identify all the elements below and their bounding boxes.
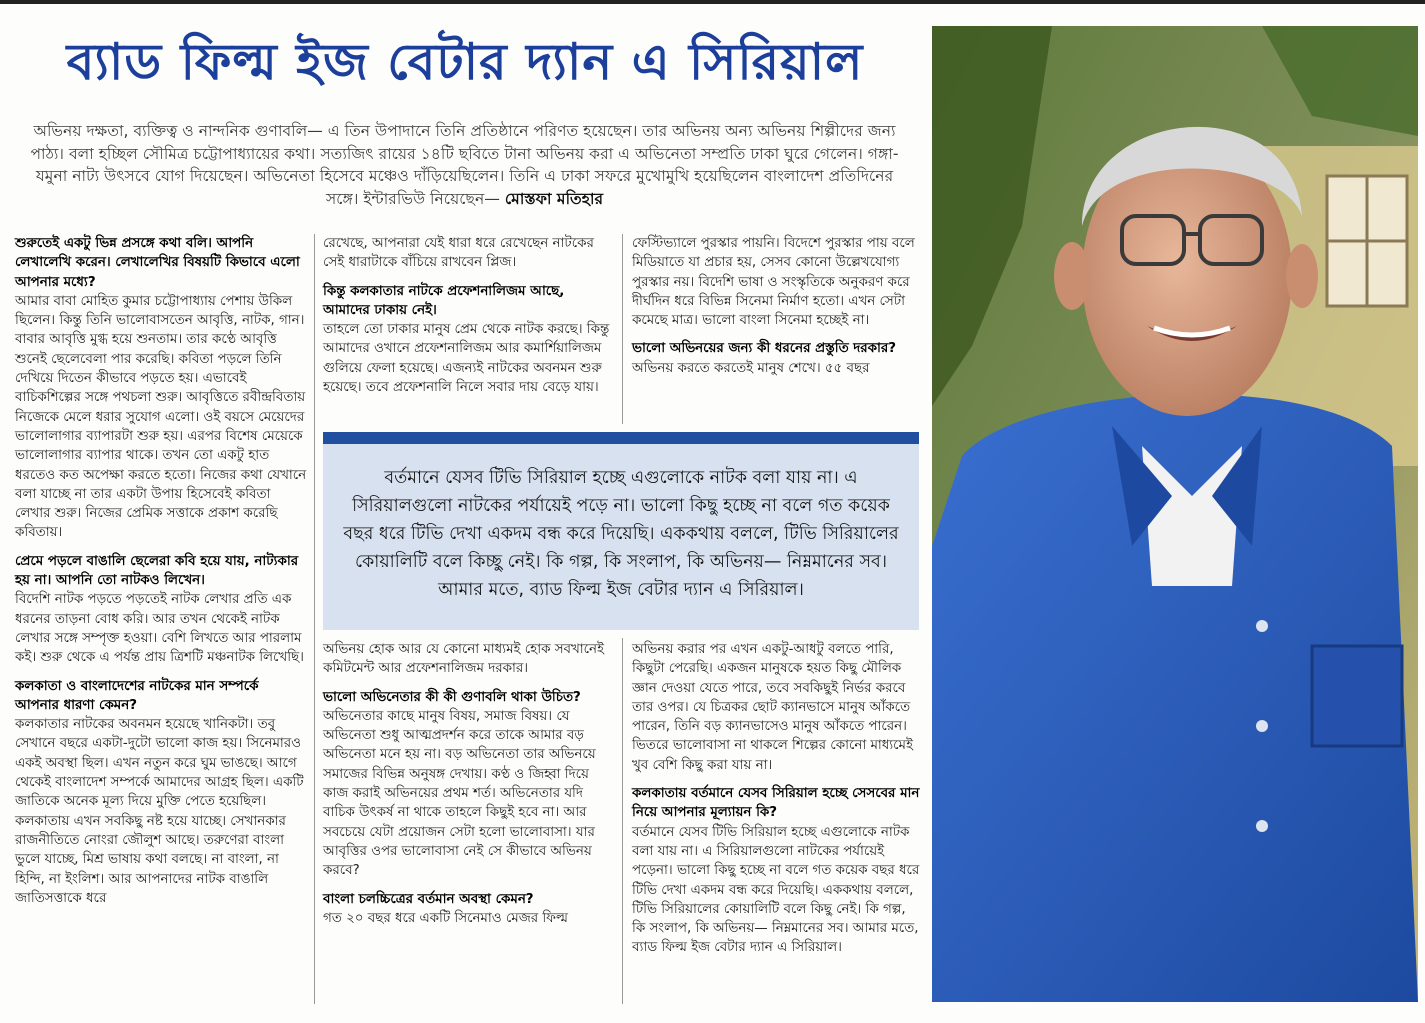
column-divider (622, 638, 623, 1004)
column-divider (314, 234, 315, 1004)
interview-question: প্রেমে পড়লে বাঙালি ছেলেরা কবি হয়ে যায়, নাট্যকার হয় না। আপনি তো নাটকও লিখেন। (15, 553, 299, 589)
column-divider (622, 234, 623, 424)
interview-answer: কলকাতার নাটকের অবনমন হয়েছে খানিকটা। তবু সেখানে বছরে একটা-দুটো ভালো কাজ হয়। সিনেমারও একই অবস্থা ছিল। এখন নতুন করে ঘুম ভাঙছে। আগে থেকেই বাংলাদেশ সম্পর্কে আমাদের আগ্রহ ছিল। একটি জাতিকে অনেক মূল্য দিয়ে মুক্তি পেতে হয়েছিল। কলকাতায় এখন সবকিছু নষ্ট হয়ে যাচ্ছে। সেখানকার রাজনীতিতে নোংরা জৌলুশ আছে। তরুণেরা বাংলা ভুলে যাচ্ছে, মিশ্র ভাষায় কথা বলছে। না বাংলা, না হিন্দি, না ইংলিশ। আর আপনাদের নাটক বাঙালি জাতিসত্তাকে ধরে (15, 717, 304, 906)
interview-question: শুরুতেই একটু ভিন্ন প্রসঙ্গে কথা বলি। আপনি লেখালেখি করেন। লেখালেখির বিষয়টি কিভাবে এলো আপনার মধ্যে? (15, 236, 300, 290)
interview-question: কিন্তু কলকাতার নাটকে প্রফেশনালিজম আছে, আমাদের ঢাকায় নেই। (323, 283, 565, 318)
interview-question: ভালো অভিনেতার কী কী গুণাবলি থাকা উচিত? (323, 689, 581, 705)
interview-answer: আমার বাবা মোহিত কুমার চট্টোপাধ্যায় পেশায় উকিল ছিলেন। কিন্তু তিনি ভালোবাসতেন আবৃত্তি, নাটক, গান। বাবার আবৃত্তি মুগ্ধ হয়ে শুনতাম। তার কণ্ঠে আবৃত্তি শুনেই ছেলেবেলা পার করেছি। কবিতা পড়লে তিনি দেখিয়ে দিতেন কীভাবে পড়তে হয়। এভাবেই বাচিকশিল্পের সঙ্গে পথচলা শুরু। আবৃত্তিতে রবীন্দ্রবিতায় নিজেকে মেলে ধরার সুযোগ এলো। ওই বয়সে মেয়েদের ভালোলাগার ব্যাপারটা শুরু হয়। এরপর বিশেষ মেয়েকে ভালোলাগার ব্যাপার থাকে। তখন তো একটু হাত ধরতেও কত অপেক্ষা করতে হতো। নিজের কথা যেখানে বলা যাচ্ছে না তার একটা উপায় হিসেবেই কবিতা লেখার শুরু। নিজের প্রেমিক সত্তাকে প্রকাশ করেছি কবিতায়। (15, 293, 307, 541)
top-rule (0, 0, 1425, 4)
interview-answer: অভিনয় করতে করতেই মানুষ শেখে। ৫৫ বছর (632, 360, 870, 376)
interview-question: ভালো অভিনয়ের জন্য কী ধরনের প্রস্তুতি দরকার? (632, 341, 897, 357)
portrait-illustration (932, 26, 1418, 1002)
portrait-photo (932, 26, 1418, 1002)
interview-question: কলকাতায় বর্তমানে যেসব সিরিয়াল হচ্ছে সেসবের মান নিয়ে আপনার মূল্যায়ন কি? (632, 786, 920, 821)
intro-text: অভিনয় দক্ষতা, ব্যক্তিত্ব ও নান্দনিক গুণাবলি— এ তিন উপাদানে তিনি প্রতিষ্ঠানে পরিণত হয়েছেন। তার অভিনয় অন্য অভিনয় শিল্পীদের জন্য পাঠ্য। বলা হচ্ছিল সৌমিত্র চট্টোপাধ্যায়ের কথা। সত্যজিৎ রায়ের ১৪টি ছবিতে টানা অভিনয় করা এ অভিনেতা সম্প্রতি ঢাকা ঘুরে গেলেন। গঙ্গা-যমুনা নাট্য উৎসবে যোগ দিয়েছেন। অভিনেতা হিসেবে মঞ্চেও দাঁড়িয়েছিলেন। তিনি এ ঢাকা সফরে মুখোমুখি হয়েছিলেন বাংলাদেশ প্রতিদিনের সঙ্গে। ইন্টারভিউ নিয়েছেন— (30, 122, 899, 208)
column-3-top (632, 234, 922, 387)
pull-quote-text: বর্তমানে যেসব টিভি সিরিয়াল হচ্ছে এগুলোকে নাটক বলা যায় না। এ সিরিয়ালগুলো নাটকের পর্যায়েই পড়ে না। ভালো কিছু হচ্ছে না বলে গত কয়েক বছর ধরে টিভি দেখা একদম বন্ধ করে দিয়েছি। এককথায় বললে, টিভি সিরিয়ালের কোয়ালিটি বলে কিচ্ছু নেই। কি গল্প, কি সংলাপ, কি অভিনয়— নিম্নমানের সব। আমার মতে, ব্যাড ফিল্ম ইজ বেটার দ্যান এ সিরিয়াল। (343, 468, 899, 600)
headline: ব্যাড ফিল্ম ইজ বেটার দ্যান এ সিরিয়াল (66, 33, 864, 91)
interview-answer: ফেস্টিভ্যালে পুরস্কার পায়নি। বিদেশে পুরস্কার পায় বলে মিডিয়াতে যা প্রচার হয়, সেসব কোনো উল্লেখযোগ্য পুরস্কার নয়। বিদেশি ভাষা ও সংস্কৃতিকে অনুকরণ করে দীর্ঘদিন ধরে বিভিন্ন সিনেমা নির্মাণ হতো। এখন সেটা কমেছে মাত্র। ভালো বাংলা সিনেমা হচ্ছেই না। (632, 236, 915, 329)
interview-answer: অভিনয় করার পর এখন একটু-আধটু বলতে পারি, কিছুটা পেরেছি। একজন মানুষকে হয়ত কিছু মৌলিক জ্ঞান দেওয়া যেতে পারে, তবে সবকিছুই নির্ভর করবে তার ওপর। যে চিত্রকর ছোট ক্যানভাসে মানুষ আঁকতে পারেন, তিনি বড় ক্যানভাসেও মানুষ আঁকতে পারেন। ভিতরে ভালোবাসা না থাকলে শিল্পের কোনো মাধ্যমেই খুব বেশি কিছু করা যায় না। (632, 642, 913, 773)
interview-answer: গত ২০ বছর ধরে একটি সিনেমাও মেজর ফিল্ম (323, 910, 568, 926)
interview-question: বাংলা চলচ্চিত্রের বর্তমান অবস্থা কেমন? (323, 891, 534, 907)
interview-answer: বিদেশি নাটক পড়তে পড়তেই নাটক লেখার প্রতি এক ধরনের তাড়না বোধ করি। আর তখন থেকেই নাটক লেখার সঙ্গে সম্পৃক্ত হওয়া। বেশি লিখতে আর পারলাম কই। শুরু থেকে এ পর্যন্ত প্রায় ত্রিশটি মঞ্চনাটক লিখেছি। (15, 592, 304, 666)
column-3-bottom (632, 640, 922, 967)
column-1 (15, 234, 307, 917)
byline: মোস্তফা মতিহার (504, 189, 604, 208)
interview-answer: তাহলে তো ঢাকার মানুষ প্রেম থেকে নাটক করছে। কিন্তু আমাদের ওখানে প্রফেশনালিজম আর কমার্শিয়ালিজম গুলিয়ে ফেলা হয়েছে। এজন্যই নাটকের অবনমন শুরু হয়েছে। তবে প্রফেশনালি নিলে সবার দায় বেড়ে যায়। (323, 322, 610, 396)
intro-paragraph (22, 120, 907, 210)
interview-answer: রেখেছে, আপনারা যেই ধারা ধরে রেখেছেন নাটকের সেই ধারাটাকে বাঁচিয়ে রাখবেন প্লিজ। (323, 236, 594, 271)
interview-answer: অভিনেতার কাছে মানুষ বিষয়, সমাজ বিষয়। যে অভিনেতা শুধু আত্মপ্রদর্শন করে তাকে আমার বড় অভিনেতা মনে হয় না। বড় অভিনেতা তার অভিনয়ে সমাজের বিভিন্ন অনুষঙ্গ দেখায়। কণ্ঠ ও জিহ্বা দিয়ে কাজ করাই অভিনয়ের প্রথম শর্ত। অভিনেতার যদি বাচিক উৎকর্ষ না থাকে তাহলে কিছুই হবে না। আর সবচেয়ে যেটা প্রয়োজন সেটা হলো ভালোবাসা। যার আবৃত্তির ওপর ভালোবাসা নেই সে কীভাবে অভিনয় করবে? (323, 708, 596, 879)
interview-answer: বর্তমানে যেসব টিভি সিরিয়াল হচ্ছে এগুলোকে নাটক বলা যায় না। এ সিরিয়ালগুলো নাটকের পর্যায়েই পড়েনা। ভালো কিছু হচ্ছে না বলে গত কয়েক বছর ধরে টিভি দেখা একদম বন্ধ করে দিয়েছি। এককথায় বললে, টিভি সিরিয়ালের কোয়ালিটি বলে কিছু নেই। কি গল্প, কি সংলাপ, কি অভিনয়— নিম্নমানের সব। আমার মতে, ব্যাড ফিল্ম ইজ বেটার দ্যান এ সিরিয়াল। (632, 824, 920, 956)
column-2-bottom (323, 640, 613, 937)
column-2-top (323, 234, 613, 406)
interview-question: কলকাতা ও বাংলাদেশের নাটকের মান সম্পর্কে আপনার ধারণা কেমন? (15, 678, 259, 713)
pull-quote-box (323, 432, 919, 630)
interview-answer: অভিনয় হোক আর যে কোনো মাধ্যমই হোক সবখানেই কমিটমেন্ট আর প্রফেশনালিজম দরকার। (323, 642, 605, 677)
